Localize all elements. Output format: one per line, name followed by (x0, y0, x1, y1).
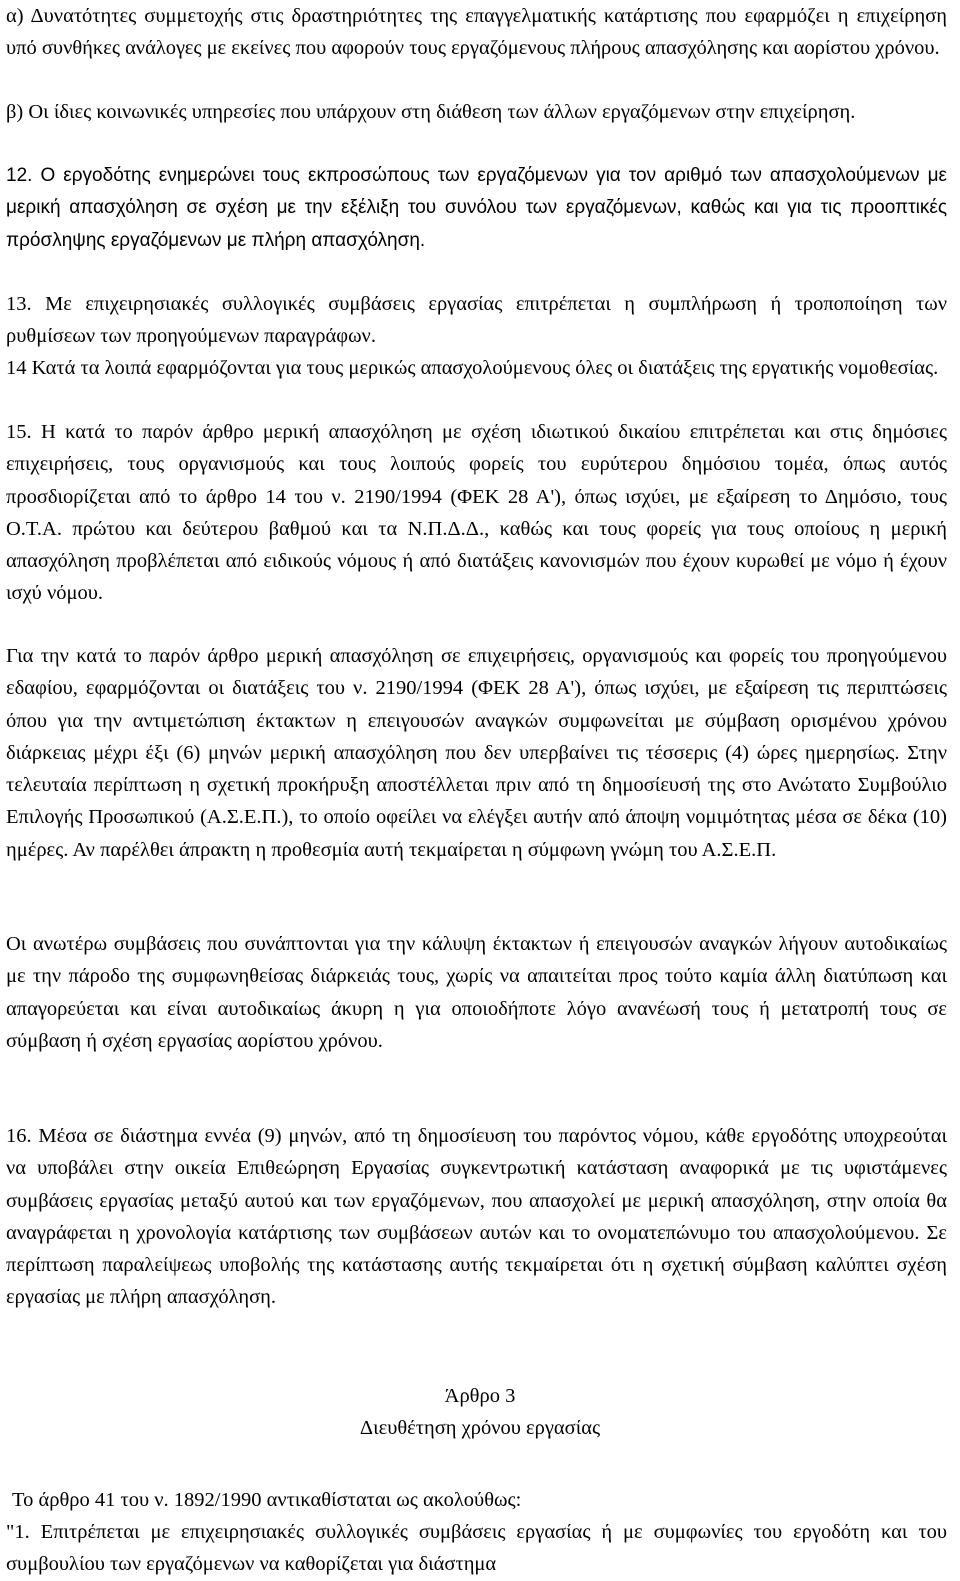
paragraph-15-continued: Για την κατά το παρόν άρθρο μερική απασχόληση σε επιχειρήσεις, οργανισμούς και φορείς του προηγούμενου εδαφίου, εφαρμόζονται οι διατάξεις του ν. 2190/1994 (ΦΕΚ 28 Α'), όπως ισχύει, με εξαίρεση τις περιπτώσεις όπου για την αντιμετώπιση έκτακτων η επειγουσών αναγκών συμφωνείται με σύμβαση ορισμένου χρόνου διάρκειας μέχρι έξι (6) μηνών μερική απασχόληση που δεν υπερβαίνει τις τέσσερις (4) ώρες ημερησίως. Στην τελευταία περίπτωση η σχετική προκήρυξη αποστέλλεται πριν από τη δημοσίευσή της στο Ανώτατο Συμβούλιο Επιλογής Προσωπικού (Α.Σ.Ε.Π.), το οποίο οφείλει να ελέγξει αυτήν από άποψη νομιμότητας μέσα σε δέκα (10) ημέρες. Αν παρέλθει άπρακτη η προθεσμία αυτή τεκμαίρεται η σύμφωνη γνώμη του Α.Σ.Ε.Π. (6, 645, 947, 861)
paragraph-15: 15. Η κατά το παρόν άρθρο μερική απασχόληση με σχέση ιδιωτικού δικαίου επιτρέπεται και στις δημόσιες επιχειρήσεις, τους οργανισμούς και τους λοιπούς φορείς του ευρύτερου δημόσιου τομέα, όπως αυτός προσδιορίζεται από το άρθρο 14 του ν. 2190/1994 (ΦΕΚ 28 Α'), όπως ισχύει, με εξαίρεση το Δημόσιο, τους Ο.Τ.Α. πρώτου και δεύτερου βαθμού και τα Ν.Π.Δ.Δ., καθώς και τους φορείς για τους οποίους η μερική απασχόληση προβλέπεται από ειδικούς νόμους ή από διατάξεις κανονισμών που έχουν κυρωθεί με νόμο ή έχουν ισχύ νόμου. (6, 421, 947, 605)
paragraph-a: α) Δυνατότητες συμμετοχής στις δραστηριότητες της επαγγελματικής κατάρτισης που εφαρμόζει η επιχείρηση υπό συνθήκες ανάλογες με εκείνες που αφορούν τους εργαζόμενους πλήρους απασχόλησης και αορίστου χρόνου. (6, 5, 947, 60)
paragraph-16: 16. Μέσα σε διάστημα εννέα (9) μηνών, από τη δημοσίευση του παρόντος νόμου, κάθε εργοδότης υποχρεούται να υποβάλει στην οικεία Επιθεώρηση Εργασίας συγκεντρωτική κατάσταση αναφορικά με τις υφιστάμενες συμβάσεις εργασίας μεταξύ αυτού και των εργαζόμενων, που απασχολεί με μερική απασχόληση, στην οποία θα αναγράφεται η χρονολογία κατάρτισης των συμβάσεων αυτών και το ονοματεπώνυμο του απασχολούμενου. Σε περίπτωση παραλείψεως υποβολής της κατάστασης αυτής τεκμαίρεται ότι η σχετική σύμβαση καλύπτει σχέση εργασίας με πλήρη απασχόληση. (6, 1125, 947, 1309)
paragraph-14: 14 Κατά τα λοιπά εφαρμόζονται για τους μερικώς απασχολούμενους όλες οι διατάξεις της εργατικής νομοθεσίας. (6, 357, 939, 379)
paragraph-replacement-intro: Το άρθρο 41 του ν. 1892/1990 αντικαθίσταται ως ακολούθως: (12, 1489, 522, 1511)
paragraph-12: 12. Ο εργοδότης ενημερώνει τους εκπροσώπους των εργαζόμενων για τον αριθμό των απασχολούμενων με μερική απασχόληση σε σχέση με την εξέλιξη του συνόλου των εργαζόμενων, καθώς και για τις προοπτικές πρόσληψης εργαζόμενων με πλήρη απασχόληση. (6, 165, 947, 251)
paragraph-b: β) Οι ίδιες κοινωνικές υπηρεσίες που υπάρχουν στη διάθεση των άλλων εργαζόμενων στην επιχείρηση. (6, 101, 856, 123)
paragraph-quote: "1. Επιτρέπεται με επιχειρησιακές συλλογικές συμβάσεις εργασίας ή με συμφωνίες του εργοδότη και του συμβουλίου των εργαζόμενων να καθορίζεται για διάστημα (6, 1521, 947, 1576)
article-number: Άρθρο 3 (444, 1385, 516, 1407)
paragraph-13: 13. Με επιχειρησιακές συλλογικές συμβάσεις εργασίας επιτρέπεται η συμπλήρωση ή τροποποίηση των ρυθμίσεων των προηγούμενων παραγράφων. (6, 293, 947, 348)
paragraph-15-contracts: Οι ανωτέρω συμβάσεις που συνάπτονται για την κάλυψη έκτακτων ή επειγουσών αναγκών λήγουν αυτοδικαίως με την πάροδο της συμφωνηθείσας διάρκειάς τους, χωρίς να απαιτείται προς τούτο καμία άλλη διατύπωση και απαγορεύεται και είναι αυτοδικαίως άκυρη η για οποιοδήποτε λόγο ανανέωσή τους ή μετατροπή τους σε σύμβαση ή σχέση εργασίας αορίστου χρόνου. (6, 933, 947, 1052)
article-title: Διευθέτηση χρόνου εργασίας (359, 1417, 601, 1439)
